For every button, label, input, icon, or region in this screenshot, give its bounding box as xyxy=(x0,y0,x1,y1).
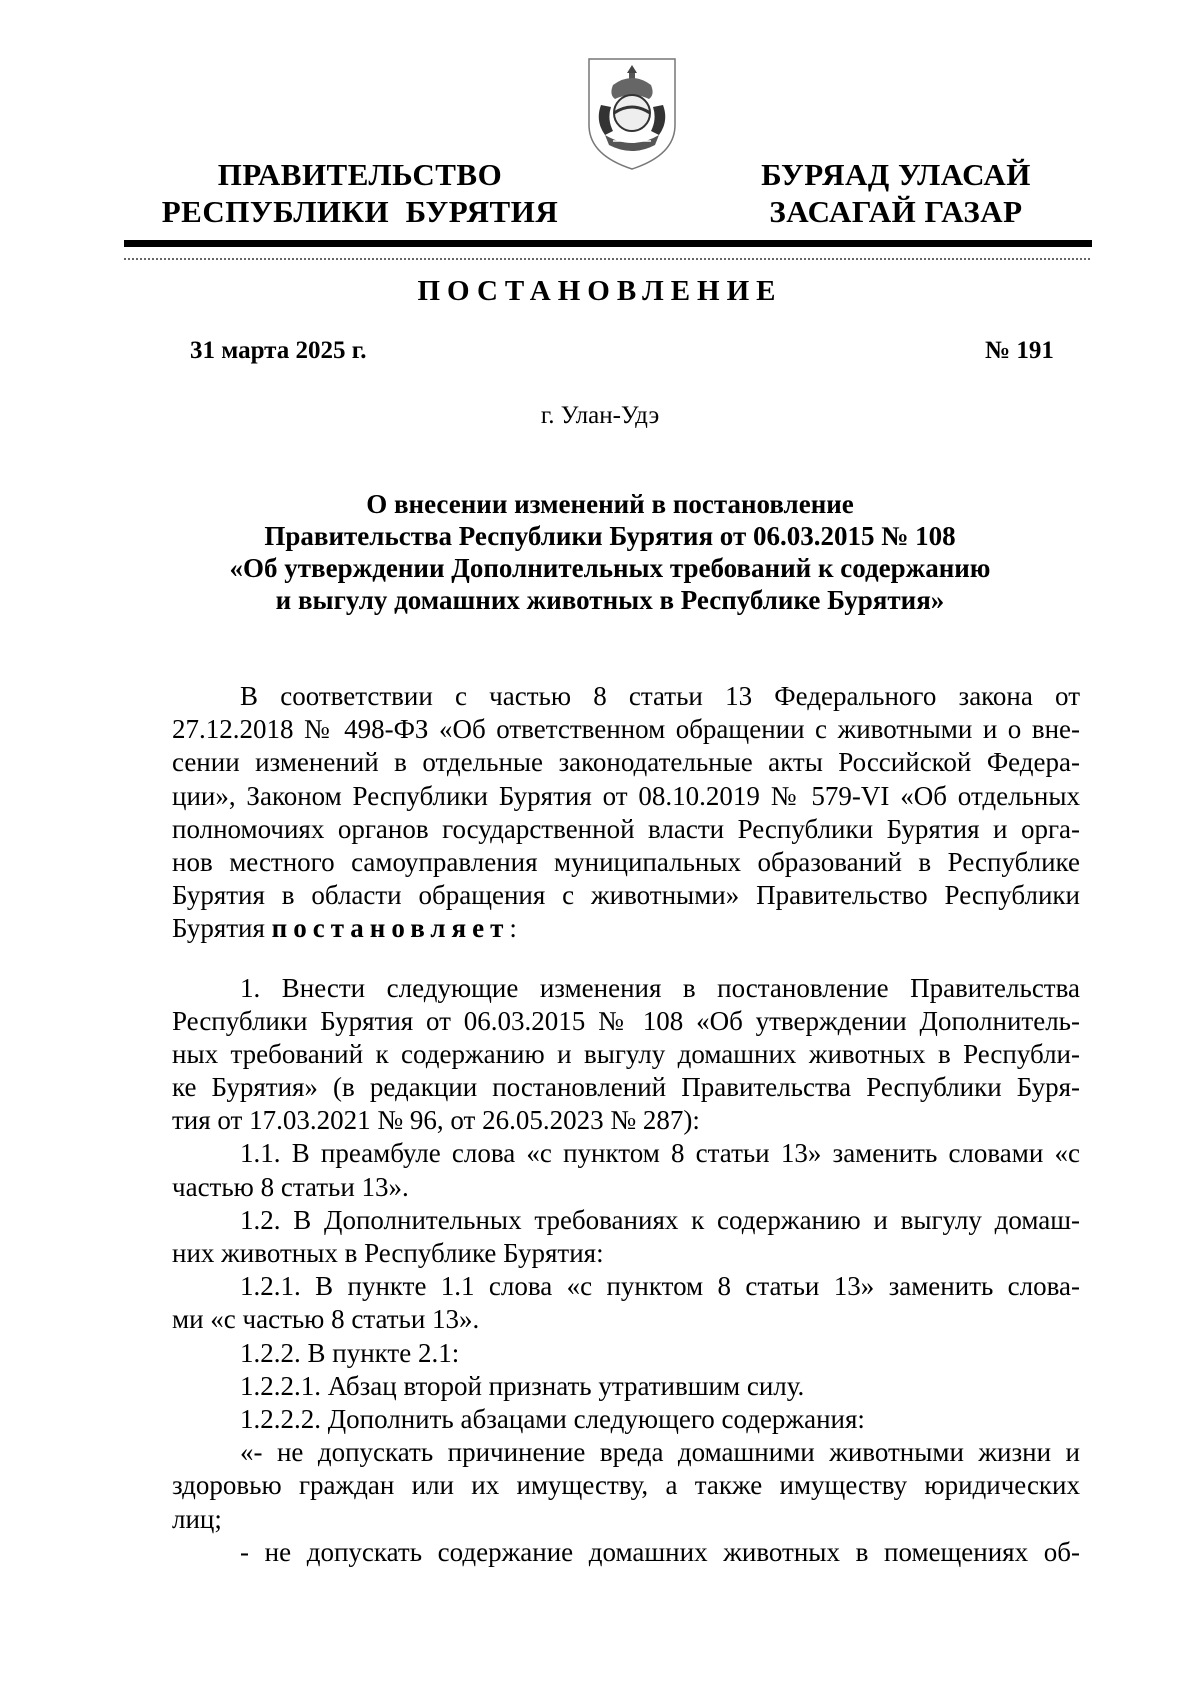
body-line: 1.2.2. В пункте 2.1: xyxy=(240,1337,460,1368)
body-line: 1.2.2.2. Дополнить абзацами следующего содержания: xyxy=(240,1403,865,1434)
body-line: ных требований к содержанию и выгулу домашних животных в Республи- xyxy=(172,1038,1080,1069)
issuer-russian-line-1: ПРАВИТЕЛЬСТВО xyxy=(217,157,503,192)
body-line: 1.1. В преамбуле слова «с пунктом 8 статьи 13» заменить словами «с xyxy=(240,1138,1080,1169)
issuer-buryat-line-2: ЗАСАГАЙ ГАЗАР xyxy=(769,194,1023,229)
body-line: тия от 17.03.2021 № 96, от 26.05.2023 № 287): xyxy=(172,1105,700,1136)
body-line: 1.2. В Дополнительных требованиях к содержанию и выгулу домаш- xyxy=(240,1204,1080,1235)
body-line: них животных в Республике Бурятия: xyxy=(172,1238,604,1268)
resolves-keyword: постановляет xyxy=(271,913,510,944)
body-line: лиц; xyxy=(172,1503,222,1534)
body-line: частью 8 статьи 13». xyxy=(172,1171,409,1202)
body-line: здоровью граждан или их имуществу, а также имуществу юридических xyxy=(172,1470,1080,1501)
body-line: - не допускать содержание домашних животных в помещениях об- xyxy=(240,1536,1080,1567)
body-text: : xyxy=(509,913,517,944)
body-line: В соответствии с частью 8 статьи 13 Федерального закона от xyxy=(240,681,1080,711)
title-line: Правительства Республики Бурятия от 06.03.2015 № 108 xyxy=(264,521,956,551)
body-line: «- не допускать причинение вреда домашними животными жизни и xyxy=(240,1437,1080,1468)
issuer-buryat-line-1: БУРЯАД УЛАСАЙ xyxy=(761,157,1031,192)
title-line: и выгулу домашних животных в Республике Бурятия» xyxy=(275,585,945,615)
title-line: «Об утверждении Дополнительных требований к содержанию xyxy=(229,553,991,583)
body-line: 27.12.2018 № 498-ФЗ «Об ответственном обращении с животными и о вне- xyxy=(172,714,1080,745)
body-line: Республики Бурятия от 06.03.2015 № 108 «Об утверждении Дополнитель- xyxy=(172,1005,1080,1036)
header-divider-thin xyxy=(124,258,1092,260)
body-line: Бурятия в области обращения с животными» Правительство Республики xyxy=(172,880,1080,911)
body-line: 1.2.1. В пункте 1.1 слова «с пунктом 8 статьи 13» заменить слова- xyxy=(240,1271,1080,1302)
issuer-russian xyxy=(160,156,560,230)
body-line: полномочиях органов государственной власти Республики Бурятия и орга- xyxy=(172,813,1080,844)
body-line: нов местного самоуправления муниципальных образований в Республике xyxy=(172,846,1080,877)
header-divider-thick xyxy=(124,240,1092,247)
coat-of-arms-icon xyxy=(583,55,681,173)
issuer-russian-line-2: РЕСПУБЛИКИ БУРЯТИЯ xyxy=(161,194,559,229)
body-text: Бурятия xyxy=(172,913,272,944)
body-line: ции», Законом Республики Бурятия от 08.10.2019 № 579-VI «Об отдельных xyxy=(172,780,1080,811)
body-line: ке Бурятия» (в редакции постановлений Правительства Республики Буря- xyxy=(172,1072,1080,1103)
body-line: ми «с частью 8 статьи 13». xyxy=(172,1304,480,1335)
document-body xyxy=(172,680,1080,1569)
body-line: 1. Внести следующие изменения в постановление Правительства xyxy=(240,972,1080,1003)
body-line: сении изменений в отдельные законодательные акты Российской Федера- xyxy=(172,747,1080,778)
issuer-buryat xyxy=(738,156,1054,230)
document-type: ПОСТАНОВЛЕНИЕ xyxy=(417,275,783,307)
document-city: г. Улан-Удэ xyxy=(540,402,660,429)
document-title xyxy=(160,488,1060,616)
document-date: 31 марта 2025 г. xyxy=(190,337,367,364)
document-number: № 191 xyxy=(985,337,1054,364)
body-line: 1.2.2.1. Абзац второй признать утратившим силу. xyxy=(240,1370,805,1401)
title-line: О внесении изменений в постановление xyxy=(366,489,854,519)
body-line-resolves xyxy=(172,912,1080,945)
